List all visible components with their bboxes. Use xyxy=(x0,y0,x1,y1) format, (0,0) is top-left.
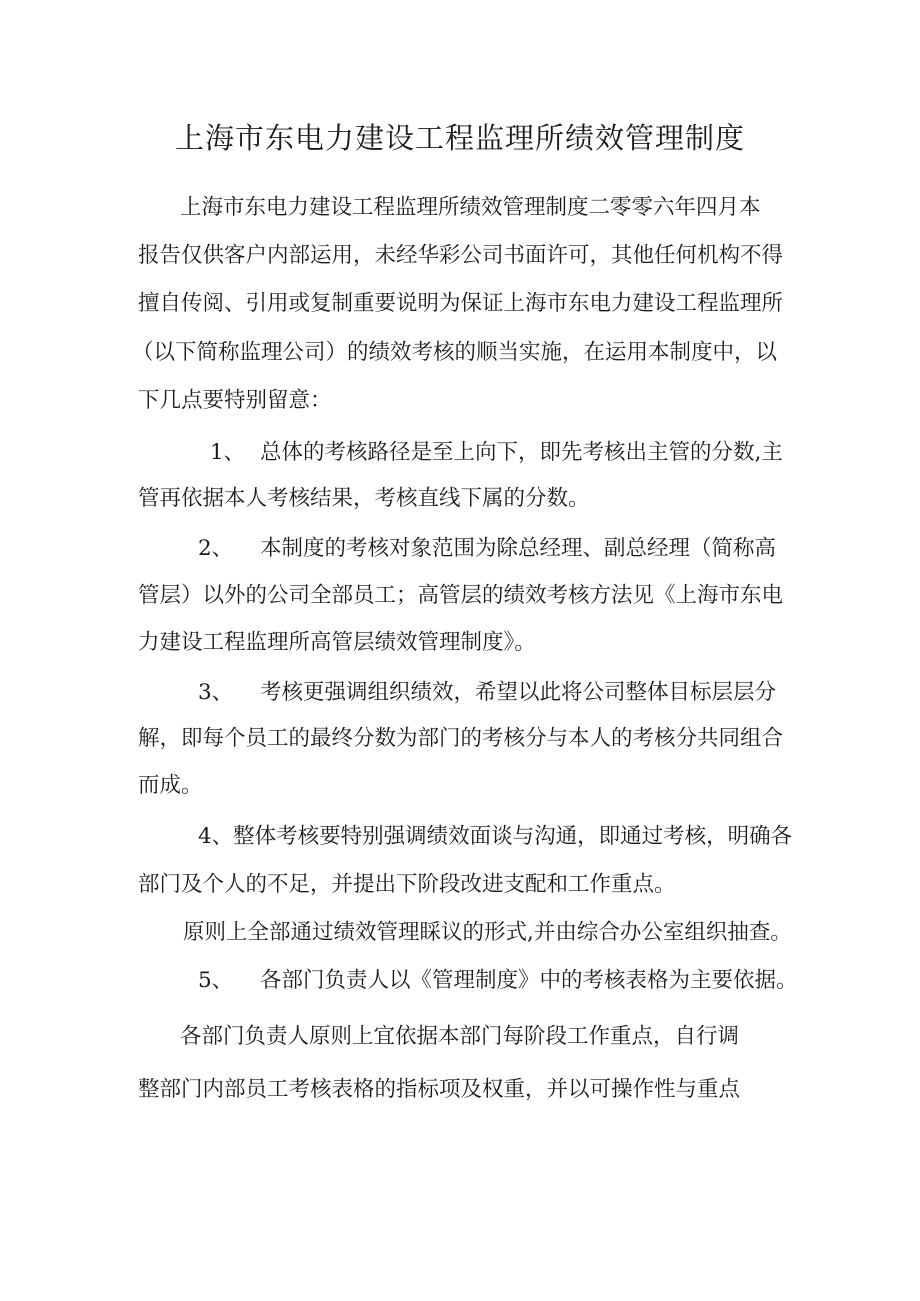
closing-line-1: 各部门负责人原则上宜依据本部门每阶段工作重点，自行调 xyxy=(180,1024,740,1049)
item-5-number: 5、 xyxy=(198,968,234,993)
item-3-continuation-1: 解，即每个员工的最终分数为部门的考核分与本人的考核分共同组合 xyxy=(138,726,784,751)
principle-line: 原则上全部通过绩效管理睬议的形式,并由综合办公室组织抽查。 xyxy=(183,920,792,945)
item-2-number: 2、 xyxy=(198,536,234,561)
intro-line-4: （以下简称监理公司）的绩效考核的顺当实施，在运用本制度中，以 xyxy=(132,340,778,365)
item-1-continuation: 管再依据本人考核结果，考核直线下属的分数。 xyxy=(138,486,590,511)
intro-line-3: 擅自传阅、引用或复制重要说明为保证上海市东电力建设工程监理所 xyxy=(138,291,784,316)
item-3-first-line: 考核更强调组织绩效，希望以此将公司整体目标层层分 xyxy=(260,680,777,705)
item-5-first-line: 各部门负责人以《管理制度》中的考核表格为主要依据。 xyxy=(260,968,798,993)
item-3-continuation-2: 而成。 xyxy=(138,773,203,798)
intro-line-5: 下几点要特别留意： xyxy=(138,388,332,413)
item-4-continuation: 部门及个人的不足，并提出下阶段改进支配和工作重点。 xyxy=(138,872,676,897)
item-3-number: 3、 xyxy=(198,680,234,705)
intro-line-1: 上海市东电力建设工程监理所绩效管理制度二零零六年四月本 xyxy=(180,195,761,220)
item-2-continuation-1: 管层）以外的公司全部员工；高管层的绩效考核方法见《上海市东电 xyxy=(138,583,784,608)
item-2-continuation-2: 力建设工程监理所高管层绩效管理制度》。 xyxy=(138,630,536,655)
item-2-first-line: 本制度的考核对象范围为除总经理、副总经理（简称高 xyxy=(260,536,777,561)
document-title: 上海市东电力建设工程监理所绩效管理制度 xyxy=(174,121,745,155)
intro-line-2: 报告仅供客户内部运用，未经华彩公司书面许可，其他任何机构不得 xyxy=(138,243,784,268)
item-1-first-line: 总体的考核路径是至上向下，即先考核出主管的分数,主 xyxy=(260,440,783,465)
item-4-first-line: 4、整体考核要特别强调绩效面谈与沟通，即通过考核，明确各 xyxy=(198,824,793,849)
closing-line-2: 整部门内部员工考核表格的指标项及权重，并以可操作性与重点 xyxy=(138,1077,741,1102)
item-1-number: 1、 xyxy=(210,440,246,465)
